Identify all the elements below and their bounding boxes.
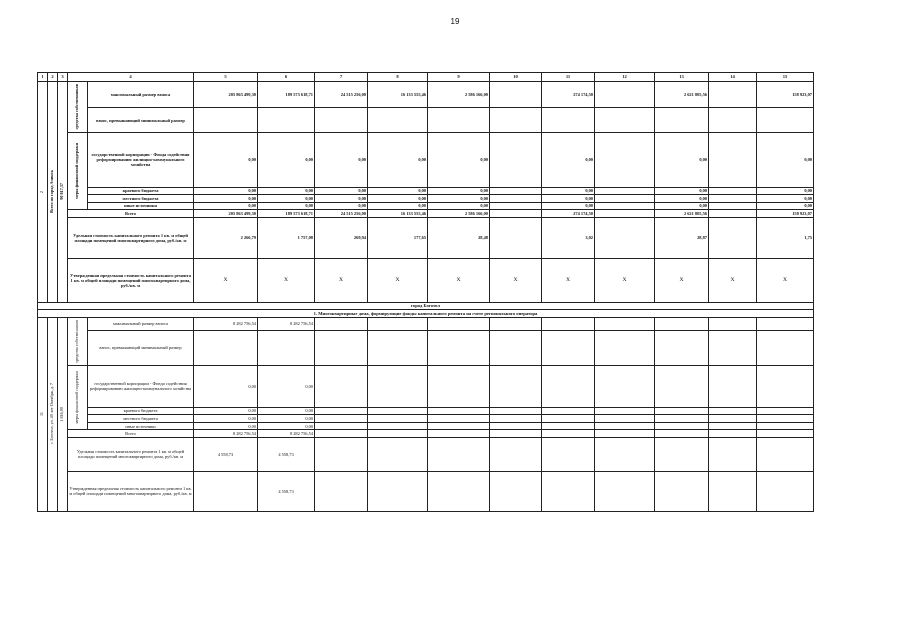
cell: 8 282 756,54: [258, 430, 315, 438]
cell: 4 558,73: [258, 437, 315, 471]
cell: 2 621 805,56: [655, 81, 709, 108]
row-label: местного бюджета: [88, 195, 194, 203]
cell: 0,00: [368, 187, 428, 195]
cell: 0,00: [258, 407, 315, 415]
cell: 0,00: [368, 202, 428, 210]
col-header: 10: [490, 73, 542, 82]
cell: 0,00: [194, 187, 258, 195]
table-row: [38, 415, 814, 423]
cell: 0,00: [428, 133, 490, 187]
row-label: краевого бюджета: [88, 407, 194, 415]
cell: 0,00: [757, 195, 814, 203]
cell: [709, 217, 757, 258]
cell: 0,00: [194, 202, 258, 210]
cell: 1,75: [757, 217, 814, 258]
row-index: 2: [38, 81, 48, 302]
cell: X: [709, 259, 757, 302]
cell: 0,00: [315, 195, 368, 203]
cell: 0,00: [428, 202, 490, 210]
cell: 2 621 805,56: [655, 210, 709, 218]
cell: 0,00: [258, 202, 315, 210]
row-label: государственной корпорации - Фонда содействия реформированию жилищно-коммунального хозяйства: [88, 366, 194, 407]
cell: 189 573 618,71: [258, 210, 315, 218]
cell: 0,00: [368, 195, 428, 203]
cell: 4 558,73: [194, 437, 258, 471]
row-label: иные источники: [88, 422, 194, 430]
cell: X: [258, 259, 315, 302]
table-row: [38, 108, 814, 133]
table-row: [38, 210, 814, 218]
city-title: город Боготол: [38, 302, 814, 310]
row-label: взнос, превышающий минимальный размер: [88, 330, 194, 366]
cell: 2 586 166,00: [428, 210, 490, 218]
cell: 16 133 555,46: [368, 210, 428, 218]
cell: [490, 187, 542, 195]
row-label: Утвержденная предельная стоимость капитального ремонта 1 кв. м общей площади помещений многоквартирного дома, руб./кв. м: [68, 259, 194, 302]
row-address: г. Боготол, ул. 40 лет Октября, д. 7: [48, 317, 58, 511]
cell: 0,00: [542, 187, 595, 195]
col-header: 1: [38, 73, 48, 82]
cell: 0,00: [315, 202, 368, 210]
row-label: иные источники: [88, 202, 194, 210]
cell: 158 923,07: [757, 81, 814, 108]
row-label: Всего: [68, 210, 194, 218]
table-row: [38, 133, 814, 187]
cell: 0,00: [368, 133, 428, 187]
cell: [490, 81, 542, 108]
cell: 0,00: [194, 366, 258, 407]
cell: X: [428, 259, 490, 302]
cell: [709, 81, 757, 108]
cell: 269,94: [315, 217, 368, 258]
col-header: 3: [58, 73, 68, 82]
cell: 177,65: [368, 217, 428, 258]
cell: 4 558,73: [258, 471, 315, 511]
col-header: 9: [428, 73, 490, 82]
col-header: 5: [194, 73, 258, 82]
table-row: [38, 422, 814, 430]
cell: 0,00: [655, 187, 709, 195]
cell: [709, 202, 757, 210]
header-row: [38, 73, 814, 82]
cell: [595, 187, 655, 195]
cell: 16 133 555,46: [368, 81, 428, 108]
row-label: краевого бюджета: [88, 187, 194, 195]
cell: [595, 202, 655, 210]
cell: 274 174,50: [542, 210, 595, 218]
table-row: [38, 187, 814, 195]
col-header: 12: [595, 73, 655, 82]
cell: 0,00: [315, 187, 368, 195]
cell: 0,00: [194, 195, 258, 203]
cell: [490, 217, 542, 258]
cell: 0,00: [655, 195, 709, 203]
table-row: [38, 202, 814, 210]
cell: [595, 210, 655, 218]
row-area: 90 817,37: [58, 81, 68, 302]
cell: 3,02: [542, 217, 595, 258]
cell: 0,00: [655, 133, 709, 187]
cell: 0,00: [542, 202, 595, 210]
row-label: местного бюджета: [88, 415, 194, 423]
group-label: средства собственников: [68, 317, 88, 366]
row-label: Всего: [68, 430, 194, 438]
table-row: [38, 81, 814, 108]
cell: X: [194, 259, 258, 302]
table-row: [38, 259, 814, 302]
col-header: 8: [368, 73, 428, 82]
cell: X: [757, 259, 814, 302]
cell: [595, 195, 655, 203]
section-title: 1. Многоквартирные дома, формирующие фонды капитального ремонта на счете регионального оператора: [38, 310, 814, 318]
cell: [709, 133, 757, 187]
cell: 8 282 756,54: [258, 317, 315, 330]
cell: 1 757,08: [258, 217, 315, 258]
cell: 0,00: [194, 415, 258, 423]
col-header: 2: [48, 73, 58, 82]
cell: [490, 133, 542, 187]
col-header: 4: [68, 73, 194, 82]
cell: 0,00: [258, 422, 315, 430]
group-label: средства собственников: [68, 81, 88, 133]
table-row: [38, 317, 814, 330]
cell: X: [368, 259, 428, 302]
cell: 28,48: [428, 217, 490, 258]
cell: X: [595, 259, 655, 302]
col-header: 6: [258, 73, 315, 82]
group-label: меры финансовой поддержки: [68, 366, 88, 430]
row-area: 1 816,90: [58, 317, 68, 511]
cell: 2 586 166,00: [428, 81, 490, 108]
table-row: [38, 217, 814, 258]
table-row: [38, 366, 814, 407]
cell: X: [490, 259, 542, 302]
row-label: максимальный размер взноса: [88, 317, 194, 330]
cell: 0,00: [428, 187, 490, 195]
cell: 0,00: [258, 195, 315, 203]
cell: 8 282 756,54: [194, 317, 258, 330]
cell: 8 282 756,54: [194, 430, 258, 438]
cell: 0,00: [542, 133, 595, 187]
section-row: [38, 310, 814, 318]
cell: [709, 210, 757, 218]
cell: 0,00: [194, 407, 258, 415]
row-title: Всего по город Ачинск: [48, 81, 58, 302]
col-header: 15: [757, 73, 814, 82]
col-header: 7: [315, 73, 368, 82]
cell: 0,00: [258, 187, 315, 195]
cell: [194, 471, 258, 511]
cell: [595, 81, 655, 108]
cell: 0,00: [258, 415, 315, 423]
cell: X: [315, 259, 368, 302]
cell: 0,00: [757, 133, 814, 187]
row-label: Утвержденная предельная стоимость капитального ремонта 1 кв. м общей площади помещений многоквартирного дома, руб./кв. м: [68, 471, 194, 511]
cell: 158 923,07: [757, 210, 814, 218]
cell: 2 266,79: [194, 217, 258, 258]
cell: 0,00: [258, 366, 315, 407]
city-row: [38, 302, 814, 310]
cell: 205 863 499,30: [194, 210, 258, 218]
col-header: 11: [542, 73, 595, 82]
cell: 24 515 256,00: [315, 210, 368, 218]
budget-table: [37, 72, 814, 512]
row-label: Удельная стоимость капитального ремонта 1 кв. м общей площади помещений многоквартирного дома, руб./кв. м: [68, 437, 194, 471]
cell: 0,00: [757, 187, 814, 195]
table-row: [38, 407, 814, 415]
table-row: [38, 430, 814, 438]
cell: 24 515 256,00: [315, 81, 368, 108]
cell: X: [542, 259, 595, 302]
page-number: 19: [450, 17, 460, 26]
cell: 0,00: [315, 133, 368, 187]
cell: 0,00: [194, 422, 258, 430]
cell: [490, 202, 542, 210]
table-row: [38, 471, 814, 511]
cell: X: [655, 259, 709, 302]
cell: [595, 217, 655, 258]
group-label: меры финансовой поддержки: [68, 133, 88, 210]
cell: [490, 195, 542, 203]
cell: 189 573 618,71: [258, 81, 315, 108]
cell: 0,00: [194, 133, 258, 187]
cell: 0,00: [428, 195, 490, 203]
row-label: взнос, превышающий минимальный размер: [88, 108, 194, 133]
cell: 0,00: [258, 133, 315, 187]
row-label: Удельная стоимость капитального ремонта 1 кв. м общей площади помещений многоквартирного дома, руб./кв. м: [68, 217, 194, 258]
cell: [709, 187, 757, 195]
cell: [595, 133, 655, 187]
table-row: [38, 195, 814, 203]
table-row: [38, 330, 814, 366]
cell: 205 863 499,30: [194, 81, 258, 108]
cell: 0,00: [542, 195, 595, 203]
cell: 0,00: [655, 202, 709, 210]
cell: [709, 195, 757, 203]
table-row: [38, 437, 814, 471]
row-index: 11: [38, 317, 48, 511]
col-header: 14: [709, 73, 757, 82]
col-header: 13: [655, 73, 709, 82]
cell: 28,87: [655, 217, 709, 258]
cell: 0,00: [757, 202, 814, 210]
cell: 274 174,50: [542, 81, 595, 108]
row-label: максимальный размер взноса: [88, 81, 194, 108]
cell: [490, 210, 542, 218]
row-label: государственной корпорации - Фонда содействия реформированию жилищно-коммунального хозяйства: [88, 133, 194, 187]
